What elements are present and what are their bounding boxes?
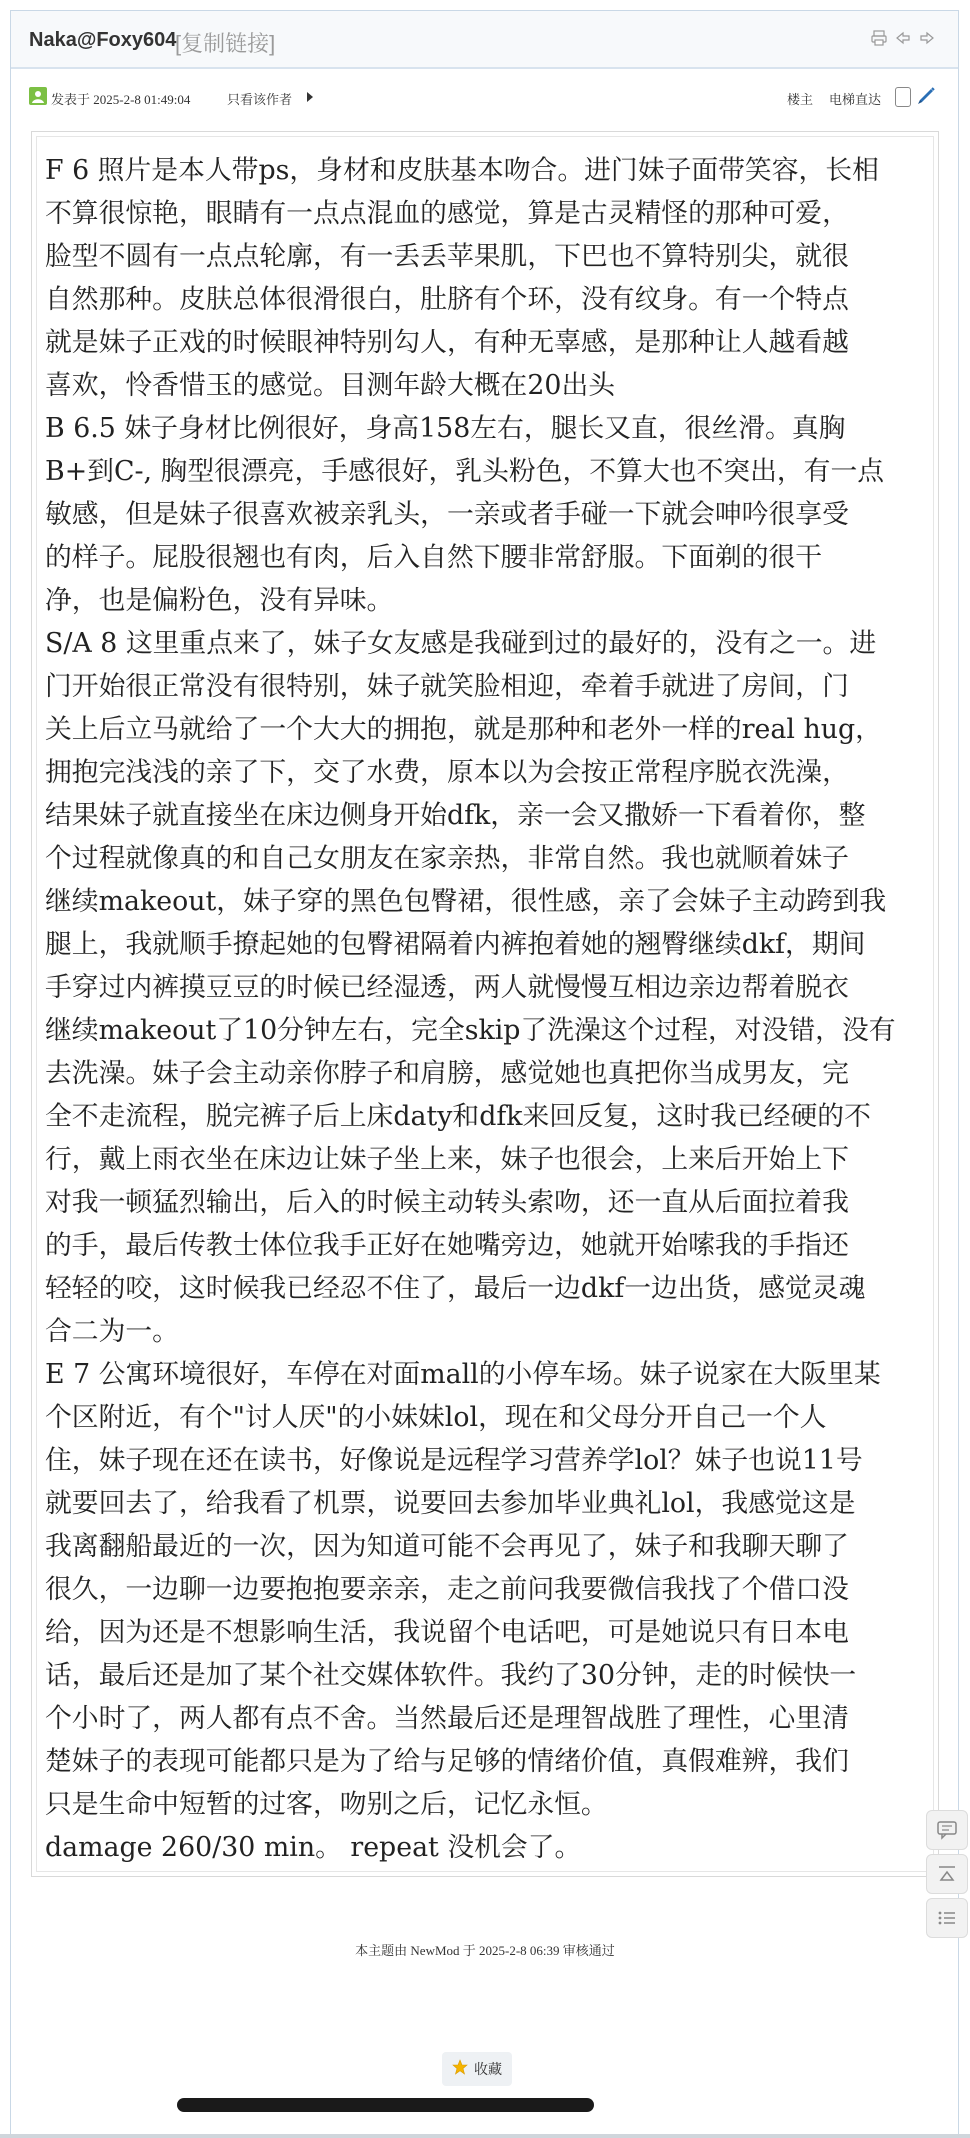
post-line: 继续makeout了10分钟左右，完全skip了洗澡这个过程，对没错，没有 — [45, 1015, 896, 1046]
thread-title: Naka@Foxy604 — [29, 29, 177, 51]
printer-icon[interactable] — [870, 29, 888, 47]
post-info-row — [11, 83, 958, 111]
post-frame — [10, 10, 959, 2138]
post-line: E 7 公寓环境很好，车停在对面mall的小停车场。妹子说家在大阪里某 — [45, 1359, 881, 1390]
home-indicator[interactable] — [177, 2098, 594, 2112]
post-line: 的样子。屁股很翘也有肉，后入自然下腰非常舒服。下面剃的很干 — [45, 542, 823, 573]
copy-link-button[interactable]: [复制链接] — [175, 31, 276, 56]
post-line: 脸型不圆有一点点轮廓，有一丢丢苹果肌，下巴也不算特别尖，就很 — [45, 241, 849, 272]
post-line: B 6.5 妹子身材比例很好，身高158左右，腿长又直，很丝滑。真胸 — [45, 413, 846, 444]
post-line: 给，因为还是不想影响生活，我说留个电话吧，可是她说只有日本电 — [45, 1617, 849, 1648]
floor-label: 楼主 — [787, 92, 814, 107]
post-line: F 6 照片是本人带ps，身材和皮肤基本吻合。进门妹子面带笑容，长相 — [45, 155, 879, 186]
post-line: 行，戴上雨衣坐在床边让妹子坐上来，妹子也很会，上来后开始上下 — [45, 1144, 849, 1175]
post-line: 腿上，我就顺手撩起她的包臀裙隔着内裤抱着她的翘臀继续dkf，期间 — [45, 929, 866, 960]
post-line: 去洗澡。妹子会主动亲你脖子和肩膀，感觉她也真把你当成男友，完 — [45, 1058, 849, 1089]
back-to-top-icon[interactable] — [926, 1854, 968, 1894]
post-line: 楚妹子的表现可能都只是为了给与足够的情绪价值，真假难辨，我们 — [45, 1746, 849, 1777]
post-inner-border — [36, 136, 934, 1872]
post-line: 拥抱完浅浅的亲了下，交了水费，原本以为会按正常程序脱衣洗澡， — [45, 757, 849, 788]
post-line: 对我一顿猛烈输出，后入的时候主动转头索吻，还一直从后面拉着我 — [45, 1187, 849, 1218]
bottom-divider — [0, 2134, 970, 2138]
jump-to-floor-input[interactable] — [895, 87, 911, 107]
post-line: 喜欢，怜香惜玉的感觉。目测年龄大概在20出头 — [45, 370, 616, 401]
post-line: 个区附近，有个"讨人厌"的小妹妹lol，现在和父母分开自己一个人 — [45, 1402, 827, 1433]
post-line: 的手，最后传教士体位我手正好在她嘴旁边，她就开始嗦我的手指还 — [45, 1230, 849, 1261]
favorite-label: 收藏 — [474, 2062, 502, 2078]
post-line: 我离翻船最近的一次，因为知道可能不会再见了，妹子和我聊天聊了 — [45, 1531, 849, 1562]
only-author-link[interactable]: 只看该作者 — [227, 92, 293, 107]
post-line: 全不走流程，脱完裤子后上床daty和dfk来回反复，这时我已经硬的不 — [45, 1101, 871, 1132]
post-line: damage 260/30 min。 repeat 没机会了。 — [45, 1832, 582, 1863]
post-line: 手穿过内裤摸豆豆的时候已经湿透，两人就慢慢互相边亲边帮着脱衣 — [45, 972, 849, 1003]
post-line: 净，也是偏粉色，没有异味。 — [45, 585, 394, 616]
prev-thread-icon[interactable] — [894, 29, 912, 47]
list-icon[interactable] — [926, 1898, 968, 1938]
jump-to-floor-label: 电梯直达 — [829, 92, 882, 107]
post-line: 自然那种。皮肤总体很滑很白，肚脐有个环，没有纹身。有一个特点 — [45, 284, 849, 315]
post-line: 个过程就像真的和自己女朋友在家亲热，非常自然。我也就顺着妹子 — [45, 843, 849, 874]
post-line: 关上后立马就给了一个大大的拥抱，就是那种和老外一样的real hug， — [45, 714, 882, 745]
post-line: 继续makeout，妹子穿的黑色包臀裙，很性感，亲了会妹子主动跨到我 — [45, 886, 887, 917]
post-line: 很久，一边聊一边要抱抱要亲亲，走之前问我要微信我找了个借口没 — [45, 1574, 849, 1605]
post-line: 住，妹子现在还在读书，好像说是远程学习营养学lol？妹子也说11号 — [45, 1445, 863, 1476]
moderation-note: 本主题由 NewMod 于 2025-2-8 06:39 审核通过 — [355, 1943, 615, 1958]
arrow-right-icon[interactable] — [307, 92, 313, 102]
post-line: S/A 8 这里重点来了，妹子女友感是我碰到过的最好的，没有之一。进 — [45, 628, 877, 659]
next-thread-icon[interactable] — [918, 29, 936, 47]
post-line: 就是妹子正戏的时候眼神特别勾人，有种无辜感，是那种让人越看越 — [45, 327, 849, 358]
favorite-button[interactable] — [442, 2052, 512, 2086]
post-line: 结果妹子就直接坐在床边侧身开始dfk，亲一会又撒娇一下看着你，整 — [45, 800, 866, 831]
post-line: 不算很惊艳，眼睛有一点点混血的感觉，算是古灵精怪的那种可爱， — [45, 198, 849, 229]
post-time: 发表于 2025-2-8 01:49:04 — [51, 92, 191, 107]
post-line: 门开始很正常没有很特别，妹子就笑脸相迎，牵着手就进了房间，门 — [45, 671, 849, 702]
post-line: 轻轻的咬，这时候我已经忍不住了，最后一边dkf一边出货，感觉灵魂 — [45, 1273, 866, 1304]
side-toolbar — [926, 1810, 970, 1942]
user-online-icon — [29, 87, 47, 105]
thread-header — [11, 11, 958, 69]
post-line: 就要回去了，给我看了机票，说要回去参加毕业典礼lol，我感觉这是 — [45, 1488, 856, 1519]
post-line: 话，最后还是加了某个社交媒体软件。我约了30分钟，走的时候快一 — [45, 1660, 857, 1691]
post-content — [45, 149, 929, 1869]
edit-pen-icon[interactable] — [915, 85, 937, 107]
post-body — [31, 131, 939, 1877]
post-line: B+到C-, 胸型很漂亮，手感很好，乳头粉色，不算大也不突出，有一点 — [45, 456, 885, 487]
post-line: 合二为一。 — [45, 1316, 179, 1347]
post-line: 个小时了，两人都有点不舍。当然最后还是理智战胜了理性，心里清 — [45, 1703, 849, 1734]
post-line: 只是生命中短暂的过客，吻别之后，记忆永恒。 — [45, 1789, 608, 1820]
reply-icon[interactable] — [926, 1810, 968, 1850]
post-line: 敏感，但是妹子很喜欢被亲乳头，一亲或者手碰一下就会呻吟很享受 — [45, 499, 849, 530]
thread-tools — [870, 29, 936, 47]
star-icon — [452, 2059, 468, 2079]
